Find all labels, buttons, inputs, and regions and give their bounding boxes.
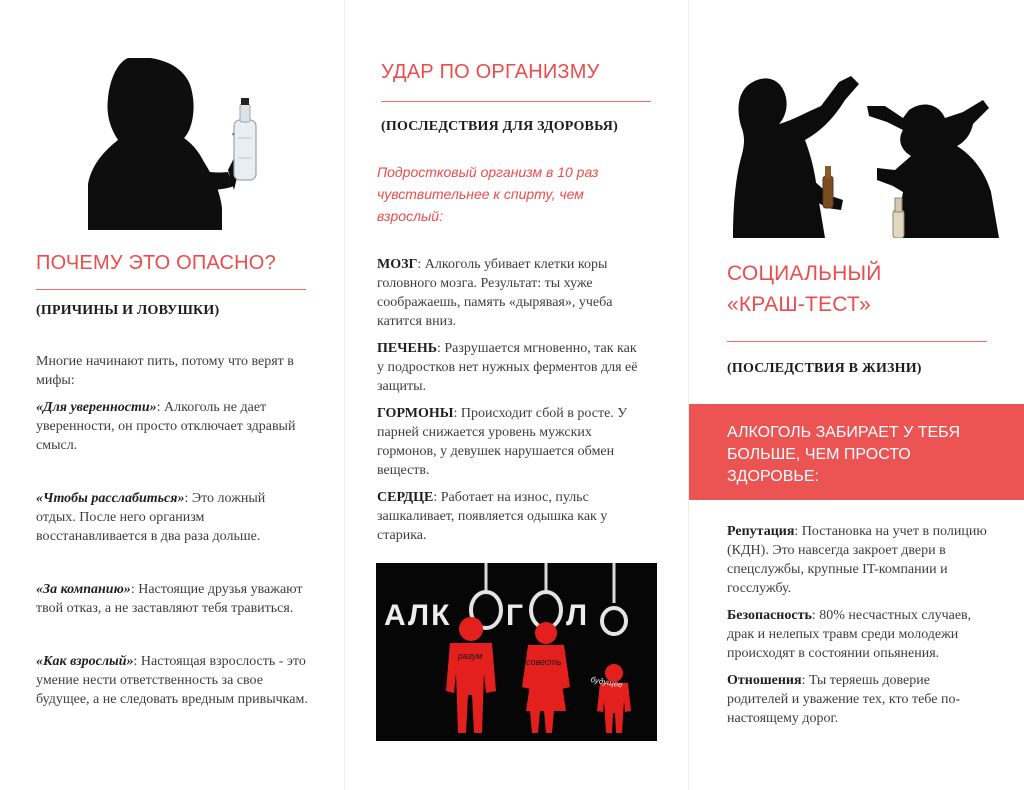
col2-intro: Подростковый организм в 10 раз чувствительнее к спирту, чем взрослый: [377,164,599,224]
organ-text: : Работает на износ, пульс зашкаливает, появляется одышка как у старика. [377,490,608,543]
poster-word-mid: Г [506,599,524,632]
poster-graphic [376,563,657,741]
poster-word-left: АЛК [384,599,452,632]
col3-rule [727,341,987,342]
consequence-item [727,671,989,728]
figure-label: разум [458,651,483,661]
organ-item [377,255,645,331]
myth-text: : Настоящая взрослость - это умение нести ответственность за свое будущее, а не следовать вредным привычкам. [36,654,308,707]
col1-subheading: (ПРИЧИНЫ И ЛОВУШКИ) [36,303,220,318]
col2-rule [381,101,651,102]
myth-text: : Настоящие друзья уважают твой отказ, а не заставляют тебя травиться. [36,582,303,616]
col3-body [727,522,989,736]
red-figure-adult [446,617,496,733]
myth-term: «Как взрослый» [36,654,134,669]
myth-item [36,489,308,546]
myth-text: : Алкоголь не дает уверенности, он просто отключает здравый смысл. [36,400,296,453]
organ-item [377,339,645,396]
consequence-term: Отношения [727,673,802,688]
organ-text: : Происходит сбой в росте. У парней снижается уровень мужских гормонов, у девушек нарушается обмен веществ. [377,406,628,478]
fight-silhouette-illustration [727,60,999,238]
consequence-text: : Ты теряешь доверие родителей и уважение тех, кто тебе по-настоящему дорог. [727,673,961,726]
consequence-text: : 80% несчастных случаев, драк и нелепых травм среди молодежи происходят в состоянии опьянения. [727,608,972,661]
col3-heading-line2: «КРАШ-ТЕСТ» [727,293,871,316]
organ-text: : Разрушается мгновенно, так как у подростков нет нужных ферментов для её защиты. [377,341,638,394]
col1-heading: ПОЧЕМУ ЭТО ОПАСНО? [36,252,276,274]
organ-term: МОЗГ [377,257,418,272]
consequence-item [727,606,989,663]
col3-heading [727,258,987,320]
red-figure-child [597,664,631,733]
consequence-item [727,522,989,598]
figure-label: будущее [589,674,624,690]
consequence-term: Репутация [727,524,795,539]
myth-text: : Это ложный отдых. После него организм восстанавливается в два раза дольше. [36,491,266,544]
col1-body [36,352,308,717]
col2-body [377,255,645,553]
organ-term: СЕРДЦЕ [377,490,434,505]
panel-why-dangerous [0,0,344,790]
figure-label: совесть [526,657,562,667]
organ-item [377,404,645,480]
col1-rule [36,289,306,290]
myth-item [36,580,308,618]
organ-item [377,488,645,545]
consequence-term: Безопасность [727,608,812,623]
myth-item [36,398,308,455]
myth-term: «За компанию» [36,582,131,597]
col1-intro: Многие начинают пить, потому что верят в мифы: [36,354,294,388]
red-figure-woman [522,622,570,733]
myth-item [36,652,308,709]
col2-heading: УДАР ПО ОРГАНИЗМУ [381,61,600,83]
col3-heading-line1: СОЦИАЛЬНЫЙ [727,262,882,285]
organ-term: ПЕЧЕНЬ [377,341,437,356]
poster-word-right: Л [566,599,588,632]
alcohol-poster-image [376,563,657,741]
col2-subheading: (ПОСЛЕДСТВИЯ ДЛЯ ЗДОРОВЬЯ) [381,119,618,134]
consequence-text: : Постановка на учет в полицию (КДН). Это навсегда закроет двери в спецслужбы, крупные IT-компании и госслужбу. [727,524,987,596]
warning-banner [689,404,1024,500]
panel-social-crash-test [689,0,1024,790]
col3-subheading: (ПОСЛЕДСТВИЯ В ЖИЗНИ) [727,361,922,376]
warning-banner-text: АЛКОГОЛЬ ЗАБИРАЕТ У ТЕБЯ БОЛЬШЕ, ЧЕМ ПРОСТО ЗДОРОВЬЕ: [727,424,961,485]
organ-text: : Алкоголь убивает клетки коры головного мозга. Результат: ты хуже соображаешь, память «дырявая», учеба катится вниз. [377,257,613,329]
myth-term: «Для уверенности» [36,400,157,415]
organ-term: ГОРМОНЫ [377,406,454,421]
myth-term: «Чтобы расслабиться» [36,491,185,506]
teen-with-bottle-illustration [88,58,278,230]
